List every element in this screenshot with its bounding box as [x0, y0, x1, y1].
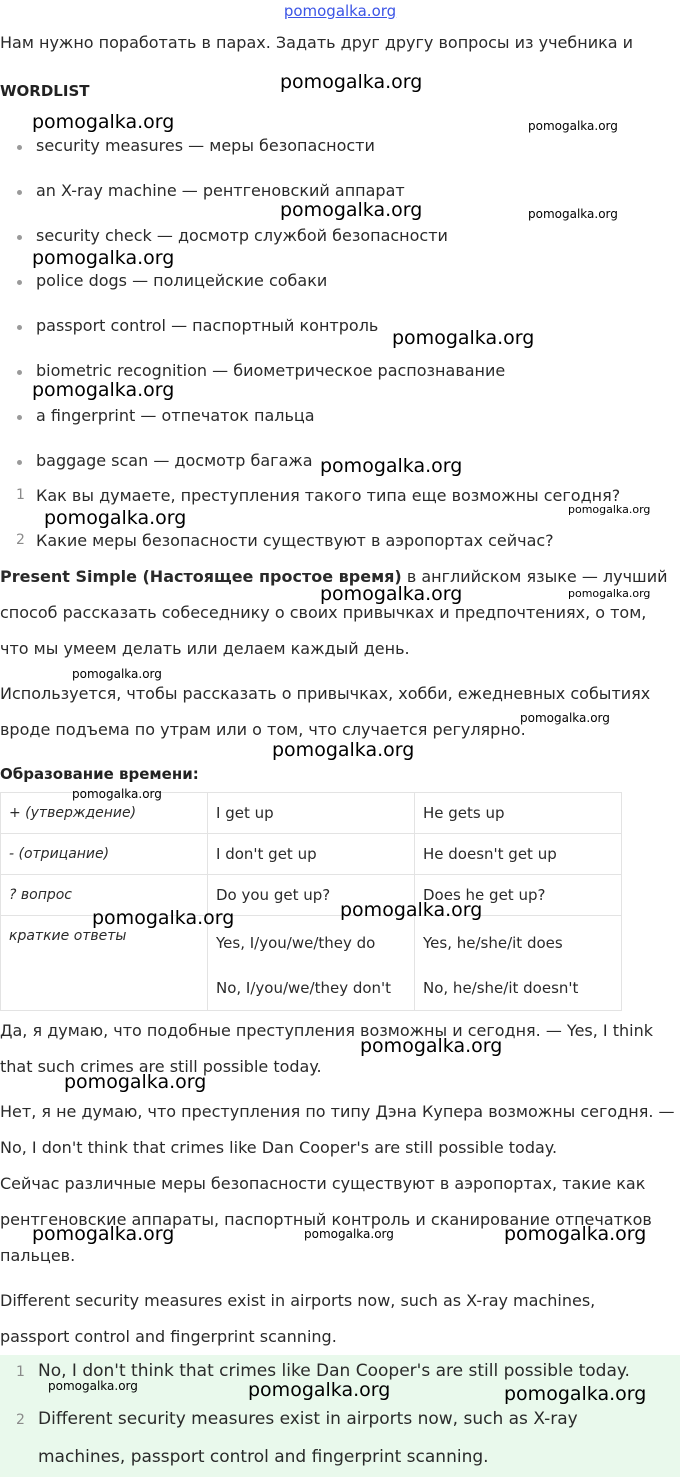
bullet-icon [17, 190, 22, 195]
answer-3-line-2: рентгеновские аппараты, паспортный контроль и сканирование отпечатков [0, 1210, 652, 1229]
table-cell [415, 916, 622, 1011]
question-text: Какие меры безопасности существуют в аэропортах сейчас? [36, 531, 554, 550]
watermark: pomogalka.org [92, 907, 235, 929]
watermark: pomogalka.org [72, 787, 162, 801]
watermark: pomogalka.org [304, 1227, 394, 1241]
answer-2-line-2: No, I don't think that crimes like Dan Cooper's are still possible today. [0, 1138, 558, 1157]
answer-number: 2 [16, 1412, 25, 1428]
bullet-icon [17, 145, 22, 150]
table-cell-label: ? вопрос [1, 875, 208, 916]
table-cell: Do you get up? [208, 875, 415, 916]
intro-text: Нам нужно поработать в парах. Задать друг другу вопросы из учебника и [0, 33, 634, 52]
short-answer: Yes, I/you/we/they do [216, 933, 376, 952]
table-row [1, 834, 622, 875]
answer-2-line-1: Нет, я не думаю, что преступления по типу Дэна Купера возможны сегодня. — [0, 1102, 675, 1121]
watermark: pomogalka.org [280, 71, 423, 93]
list-item: security check — досмотр службой безопасности [36, 226, 448, 245]
usage-line-2: вроде подъема по утрам или о том, что случается регулярно. [0, 720, 526, 739]
table-cell-label: + (утверждение) [1, 793, 208, 834]
english-answer-line-1: Different security measures exist in airports now, such as X-ray machines, [0, 1291, 596, 1310]
bullet-icon [17, 415, 22, 420]
final-answer-2-line-1: Different security measures exist in airports now, such as X-ray [38, 1409, 578, 1429]
present-simple-line-3: что мы умеем делать или делаем каждый день. [0, 639, 410, 658]
bullet-icon [17, 370, 22, 375]
final-answer-1: No, I don't think that crimes like Dan Cooper's are still possible today. [38, 1361, 630, 1381]
list-item: baggage scan — досмотр багажа [36, 451, 313, 470]
table-cell: I get up [208, 793, 415, 834]
watermark: pomogalka.org [320, 455, 463, 477]
formation-table [0, 792, 622, 1011]
answer-1-line-2: that such crimes are still possible today. [0, 1057, 322, 1076]
present-simple-rest: в английском языке — лучший [401, 567, 668, 586]
watermark: pomogalka.org [48, 1379, 138, 1393]
table-cell-label: - (отрицание) [1, 834, 208, 875]
table-row [1, 916, 622, 1011]
english-answer-line-2: passport control and fingerprint scanning. [0, 1327, 337, 1346]
table-cell: He doesn't get up [415, 834, 622, 875]
watermark: pomogalka.org [504, 1223, 647, 1245]
bullet-icon [17, 235, 22, 240]
usage-line-1: Используется, чтобы рассказать о привычках, хобби, ежедневных событиях [0, 684, 651, 703]
watermark: pomogalka.org [32, 247, 175, 269]
wordlist-heading: WORDLIST [0, 82, 90, 100]
answer-number: 1 [16, 1364, 25, 1380]
bullet-icon [17, 325, 22, 330]
present-simple-line-2: способ рассказать собеседнику о своих привычках и предпочтениях, о том, [0, 603, 647, 622]
question-number: 2 [16, 532, 25, 548]
watermark: pomogalka.org [32, 1223, 175, 1245]
watermark: pomogalka.org [340, 899, 483, 921]
watermark: pomogalka.org [64, 1071, 207, 1093]
list-item: passport control — паспортный контроль [36, 316, 379, 335]
bullet-icon [17, 460, 22, 465]
list-item: a fingerprint — отпечаток пальца [36, 406, 315, 425]
watermark: pomogalka.org [520, 711, 610, 725]
watermark: pomogalka.org [392, 327, 535, 349]
table-cell [208, 916, 415, 1011]
question-number: 1 [16, 487, 25, 503]
site-link[interactable]: pomogalka.org [283, 2, 397, 20]
watermark: pomogalka.org [44, 507, 187, 529]
watermark: pomogalka.org [72, 667, 162, 681]
watermark: pomogalka.org [504, 1383, 647, 1405]
watermark: pomogalka.org [32, 379, 175, 401]
watermark: pomogalka.org [528, 207, 618, 221]
watermark: pomogalka.org [272, 739, 415, 761]
bullet-icon [17, 280, 22, 285]
table-cell: He gets up [415, 793, 622, 834]
watermark: pomogalka.org [568, 587, 651, 600]
final-answer-2-line-2: machines, passport control and fingerprint scanning. [38, 1447, 489, 1467]
watermark: pomogalka.org [32, 111, 175, 133]
answer-3-line-3: пальцев. [0, 1246, 76, 1265]
short-answer: Yes, he/she/it does [423, 933, 563, 952]
list-item: police dogs — полицейские собаки [36, 271, 328, 290]
watermark: pomogalka.org [320, 583, 463, 605]
short-answer: No, I/you/we/they don't [216, 978, 392, 997]
watermark: pomogalka.org [360, 1035, 503, 1057]
question-text: Как вы думаете, преступления такого типа еще возможны сегодня? [36, 486, 621, 505]
watermark: pomogalka.org [248, 1379, 391, 1401]
short-answer: No, he/she/it doesn't [423, 978, 579, 997]
watermark: pomogalka.org [280, 199, 423, 221]
table-cell: I don't get up [208, 834, 415, 875]
formation-heading: Образование времени: [0, 765, 199, 783]
list-item: biometric recognition — биометрическое распознавание [36, 361, 506, 380]
list-item: an X-ray machine — рентгеновский аппарат [36, 181, 405, 200]
list-item: security measures — меры безопасности [36, 136, 375, 155]
table-cell-label: краткие ответы [1, 916, 208, 1011]
watermark: pomogalka.org [568, 503, 651, 516]
present-simple-term: Present Simple (Настоящее простое время) [0, 567, 402, 586]
table-cell: Does he get up? [415, 875, 622, 916]
answer-1-line-1: Да, я думаю, что подобные преступления возможны и сегодня. — Yes, I think [0, 1021, 653, 1040]
watermark: pomogalka.org [528, 119, 618, 133]
answer-3-line-1: Сейчас различные меры безопасности существуют в аэропортах, такие как [0, 1174, 646, 1193]
